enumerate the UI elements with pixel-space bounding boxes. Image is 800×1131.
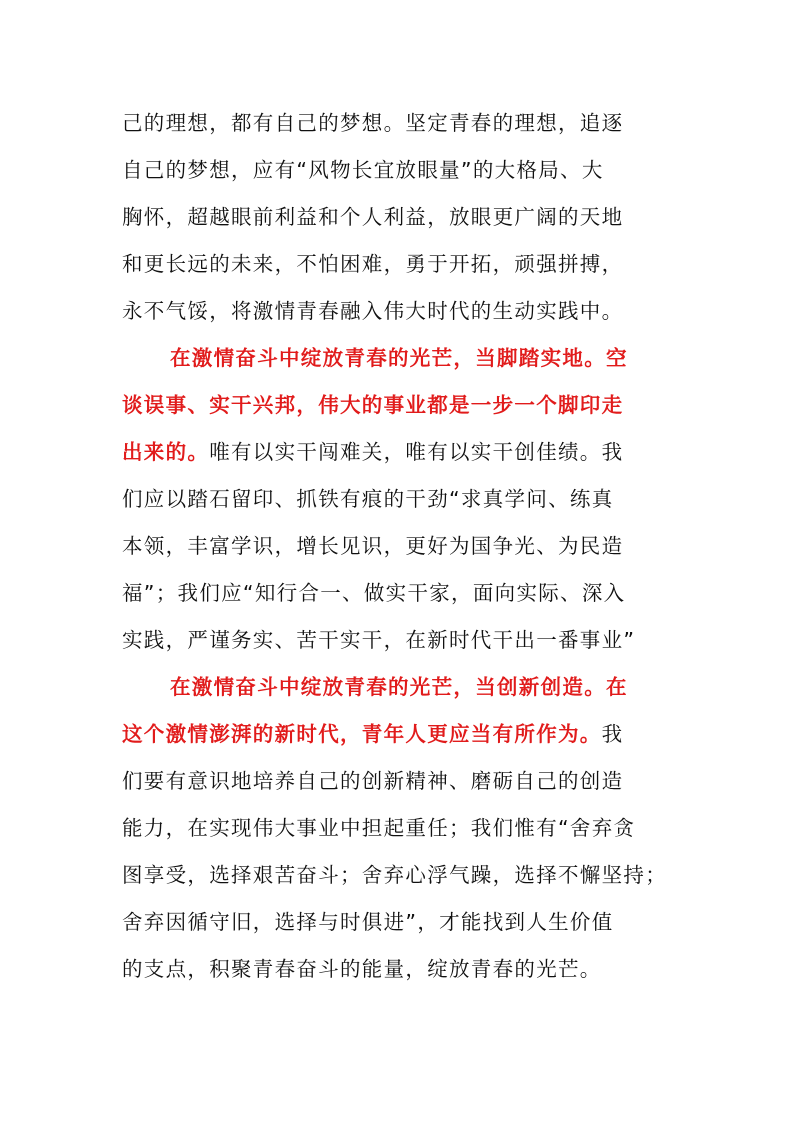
text-line (122, 523, 682, 570)
paragraph-first-line (122, 664, 682, 711)
text-line (122, 899, 682, 946)
body-text: 福”；我们应“知行合一、做实干家，面向实际、深入 (122, 581, 626, 605)
highlighted-text: 在激情奋斗中绽放青春的光芒，当创新创造。在 (170, 675, 628, 699)
body-text: 胸怀，超越眼前利益和个人利益，放眼更广阔的天地 (122, 205, 624, 229)
highlighted-text: 出来的。 (122, 440, 210, 464)
body-text: 己的理想，都有自己的梦想。坚定青春的理想，追逐 (122, 111, 624, 135)
body-text: 和更长远的未来，不怕困难，勇于开拓，顽强拼搏， (122, 252, 624, 276)
body-text: 本领，丰富学识，增长见识，更好为国争光、为民造 (122, 534, 624, 558)
text-line (122, 617, 682, 664)
text-line (122, 194, 682, 241)
text-line (122, 946, 682, 993)
text-line (122, 758, 682, 805)
text-line (122, 476, 682, 523)
highlighted-text: 在激情奋斗中绽放青春的光芒，当脚踏实地。空 (170, 346, 628, 370)
text-line (122, 147, 682, 194)
body-text: 我 (601, 722, 624, 746)
essay-text-block (122, 100, 682, 993)
body-text: 自己的梦想，应有“风物长宜放眼量”的大格局、大 (122, 158, 604, 182)
highlighted-text: 谈误事、实干兴邦，伟大的事业都是一步一个脚印走 (122, 393, 624, 417)
text-line (122, 711, 682, 758)
text-line (122, 429, 682, 476)
body-text: 的支点，积聚青春奋斗的能量，绽放青春的光芒。 (122, 957, 602, 981)
body-text: 永不气馁，将激情青春融入伟大时代的生动实践中。 (122, 299, 624, 323)
body-text: 能力，在实现伟大事业中担起重任；我们惟有“舍弃贪 (122, 816, 636, 840)
body-text: 舍弃因循守旧，选择与时俱进”，才能找到人生价值 (122, 910, 614, 934)
text-line (122, 100, 682, 147)
text-line (122, 382, 682, 429)
text-line (122, 805, 682, 852)
body-text: 图享受，选择艰苦奋斗；舍弃心浮气躁，选择不懈坚持； (122, 863, 667, 887)
text-line (122, 852, 682, 899)
paragraph-first-line (122, 335, 682, 382)
body-text: 们要有意识地培养自己的创新精神、磨砺自己的创造 (122, 769, 624, 793)
highlighted-text: 这个激情澎湃的新时代，青年人更应当有所作为。 (122, 722, 602, 746)
text-line (122, 241, 682, 288)
text-line (122, 288, 682, 335)
text-line (122, 570, 682, 617)
body-text: 实践，严谨务实、苦干实干，在新时代干出一番事业” (122, 628, 636, 652)
body-text: 唯有以实干闯难关，唯有以实干创佳绩。我 (209, 440, 624, 464)
body-text: 们应以踏石留印、抓铁有痕的干劲“求真学问、练真 (122, 487, 614, 511)
